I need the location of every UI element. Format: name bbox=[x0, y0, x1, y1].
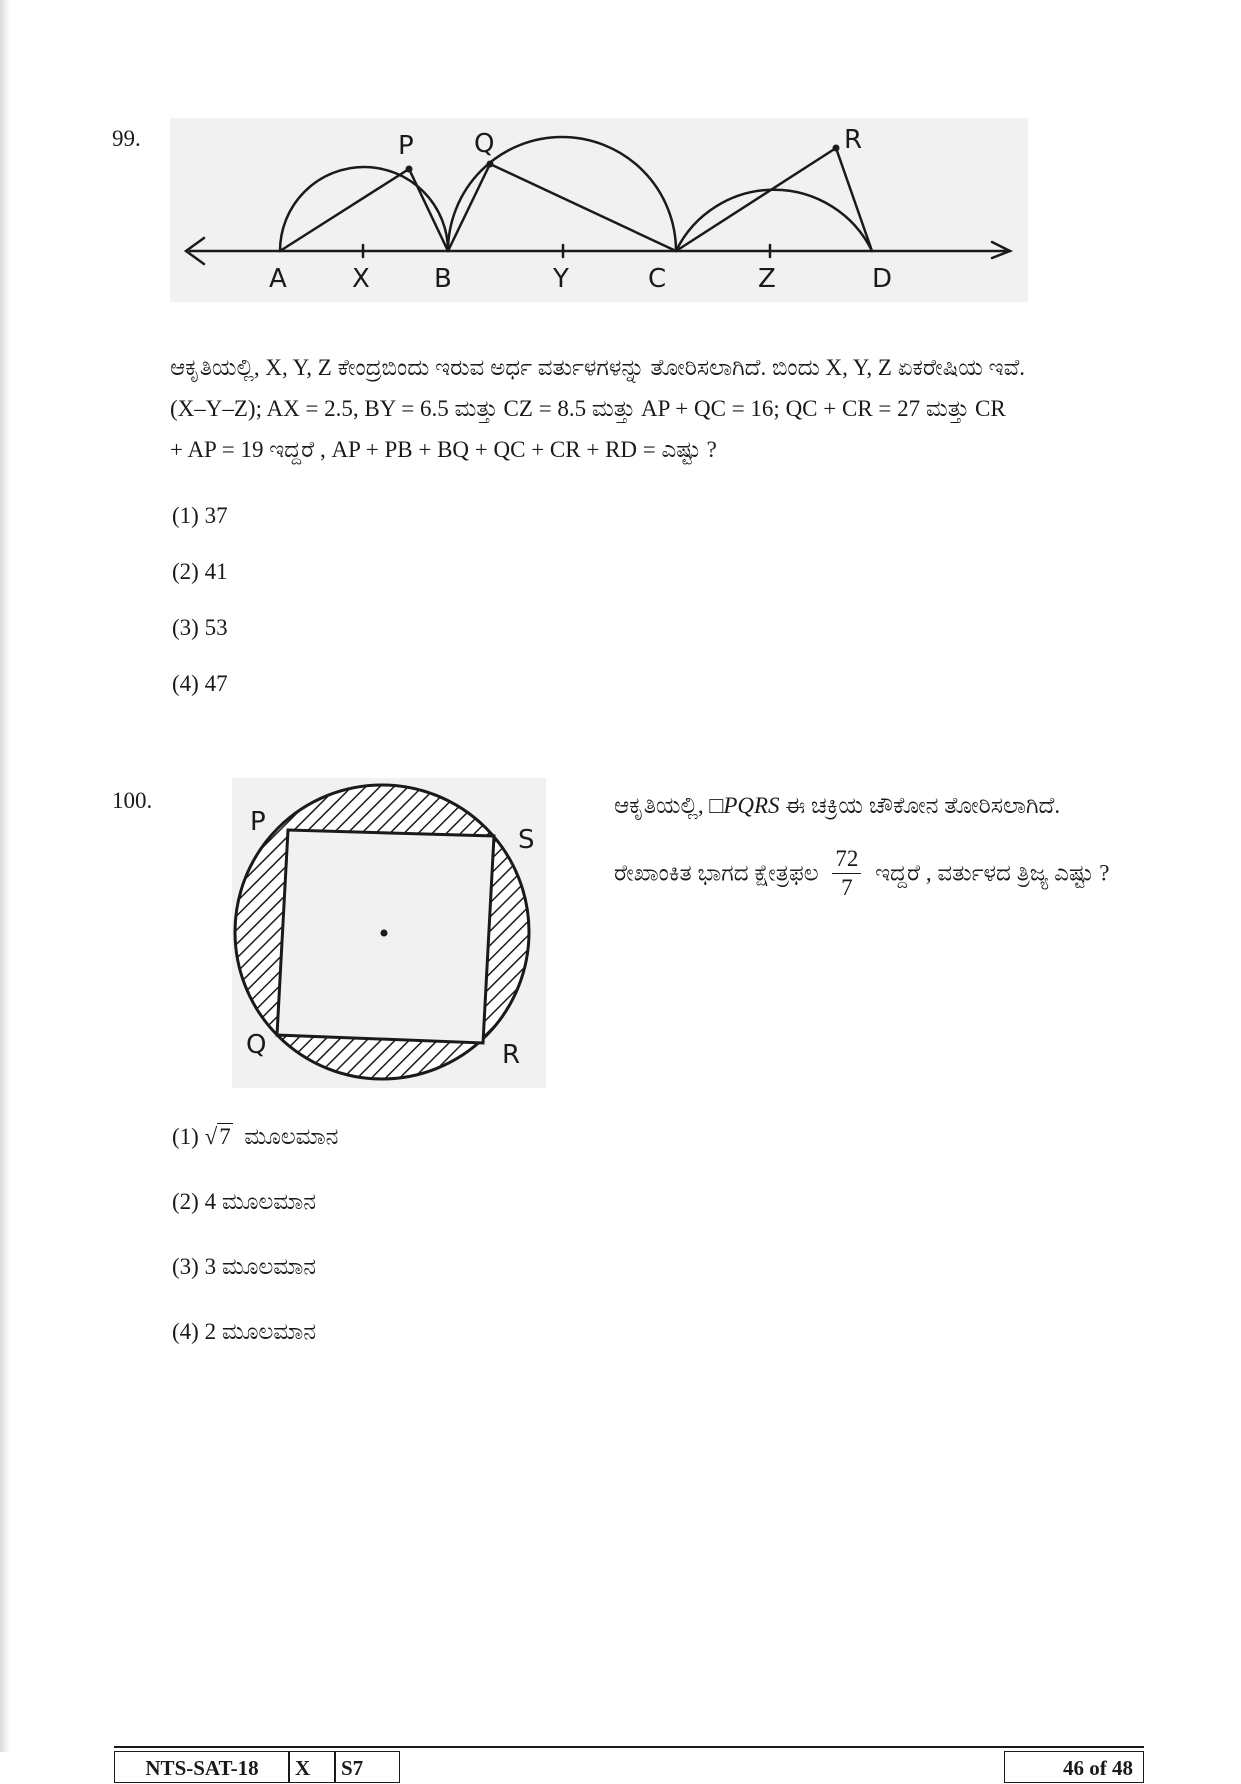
q99-text-line-2: (X–Y–Z); AX = 2.5, BY = 6.5 ಮತ್ತು CZ = 8.5 ಮತ್ತು AP + QC = 16; QC + CR = 27 ಮತ್ತು CR bbox=[170, 396, 1006, 421]
q99-label-c: C bbox=[648, 264, 667, 294]
q99-point-q bbox=[487, 161, 494, 168]
q99-chords-bqc bbox=[448, 164, 676, 251]
q100-text-line-2-start: ರೇಖಾಂಕಿತ ಭಾಗದ ಕ್ಷೇತ್ರಫಲ bbox=[614, 860, 819, 886]
q99-point-p bbox=[406, 166, 413, 173]
footer-page-box: 46 of 48 bbox=[1004, 1751, 1144, 1783]
q100-option-1-number: (1) bbox=[172, 1124, 199, 1149]
q100-label-s: S bbox=[518, 825, 535, 855]
q100-question-line-1 bbox=[614, 785, 1060, 826]
sqrt-expression: √7 bbox=[204, 1124, 231, 1149]
q99-text-line-3: + AP = 19 ಇದ್ದರೆ , AP + PB + BQ + QC + CR + RD = ಎಷ್ಟು ? bbox=[170, 437, 717, 462]
q99-chords-crd bbox=[676, 148, 872, 251]
footer-rule bbox=[114, 1746, 1144, 1748]
q99-question-text bbox=[170, 347, 1025, 470]
footer-class-box: X bbox=[288, 1751, 336, 1783]
q99-label-d: D bbox=[872, 264, 893, 294]
q100-text-line-1-start: ಆಕೃತಿಯಲ್ಲಿ, bbox=[614, 793, 710, 818]
q99-figure-svg bbox=[170, 118, 1028, 302]
q99-option-4[interactable]: (4) 47 bbox=[172, 671, 228, 696]
q100-option-1-unit: ಮೂಲಮಾನ bbox=[244, 1124, 339, 1149]
question-number-99: 99. bbox=[112, 126, 141, 151]
q99-option-1[interactable]: (1) 37 bbox=[172, 503, 228, 528]
fraction-denominator: 7 bbox=[841, 875, 853, 900]
q99-label-b: B bbox=[434, 264, 452, 294]
q99-option-2[interactable]: (2) 41 bbox=[172, 559, 228, 584]
q100-figure-svg bbox=[232, 778, 546, 1088]
q99-option-3[interactable]: (3) 53 bbox=[172, 615, 228, 640]
q100-shape-name: PQRS bbox=[723, 793, 780, 818]
q99-label-q: Q bbox=[474, 129, 495, 159]
q99-semicircles-figure bbox=[170, 118, 1028, 302]
q99-label-z: Z bbox=[758, 264, 776, 294]
page-edge-shadow bbox=[0, 0, 10, 1752]
q100-text-line-2-end: ಇದ್ದರೆ , ವರ್ತುಳದ ತ್ರಿಜ್ಯ ಎಷ್ಟು ? bbox=[875, 860, 1110, 886]
q99-point-r bbox=[833, 145, 840, 152]
q100-option-3[interactable]: (3) 3 ಮೂಲಮಾನ bbox=[172, 1254, 317, 1279]
q99-label-r: R bbox=[844, 125, 863, 155]
q100-cyclic-quadrilateral-figure bbox=[232, 778, 546, 1088]
q100-label-p: P bbox=[250, 807, 266, 837]
footer-set-box: S7 bbox=[334, 1751, 400, 1783]
q99-semicircle-z bbox=[676, 190, 872, 251]
q99-chords-apb bbox=[280, 169, 448, 251]
q100-question-line-2 bbox=[614, 845, 1110, 902]
q100-option-1[interactable] bbox=[172, 1124, 338, 1150]
q99-semicircle-x bbox=[280, 167, 448, 251]
q100-text-line-1-end: ಈ ಚಕ್ರಿಯ ಚೌಕೋನ ತೋರಿಸಲಾಗಿದೆ. bbox=[779, 793, 1061, 818]
sqrt-radicand: 7 bbox=[219, 1124, 231, 1149]
q100-area-fraction bbox=[832, 845, 861, 902]
q100-label-q: Q bbox=[246, 1030, 267, 1060]
q100-option-2[interactable]: (2) 4 ಮೂಲಮಾನ bbox=[172, 1189, 317, 1214]
q99-label-x: X bbox=[352, 264, 370, 294]
q100-circle-center bbox=[381, 930, 388, 937]
q100-label-r: R bbox=[502, 1040, 521, 1070]
q99-label-a: A bbox=[269, 264, 287, 294]
q99-text-line-1: ಆಕೃತಿಯಲ್ಲಿ, X, Y, Z ಕೇಂದ್ರಬಿಂದು ಇರುವ ಅರ್ಧ ವರ್ತುಳಗಳನ್ನು ತೋರಿಸಲಾಗಿದೆ. ಬಿಂದು X, Y, Z ಏಕರೇಷಿಯ ಇವೆ. bbox=[170, 355, 1026, 380]
q99-label-y: Y bbox=[553, 264, 569, 294]
question-number-100: 100. bbox=[112, 788, 153, 813]
q100-option-4[interactable]: (4) 2 ಮೂಲಮಾನ bbox=[172, 1319, 317, 1344]
q99-label-p: P bbox=[398, 131, 414, 161]
q100-square-pqrs bbox=[277, 830, 494, 1043]
footer-code-box: NTS-SAT-18 bbox=[114, 1751, 290, 1783]
fraction-numerator: 72 bbox=[832, 845, 861, 874]
square-symbol: □ bbox=[709, 793, 724, 818]
